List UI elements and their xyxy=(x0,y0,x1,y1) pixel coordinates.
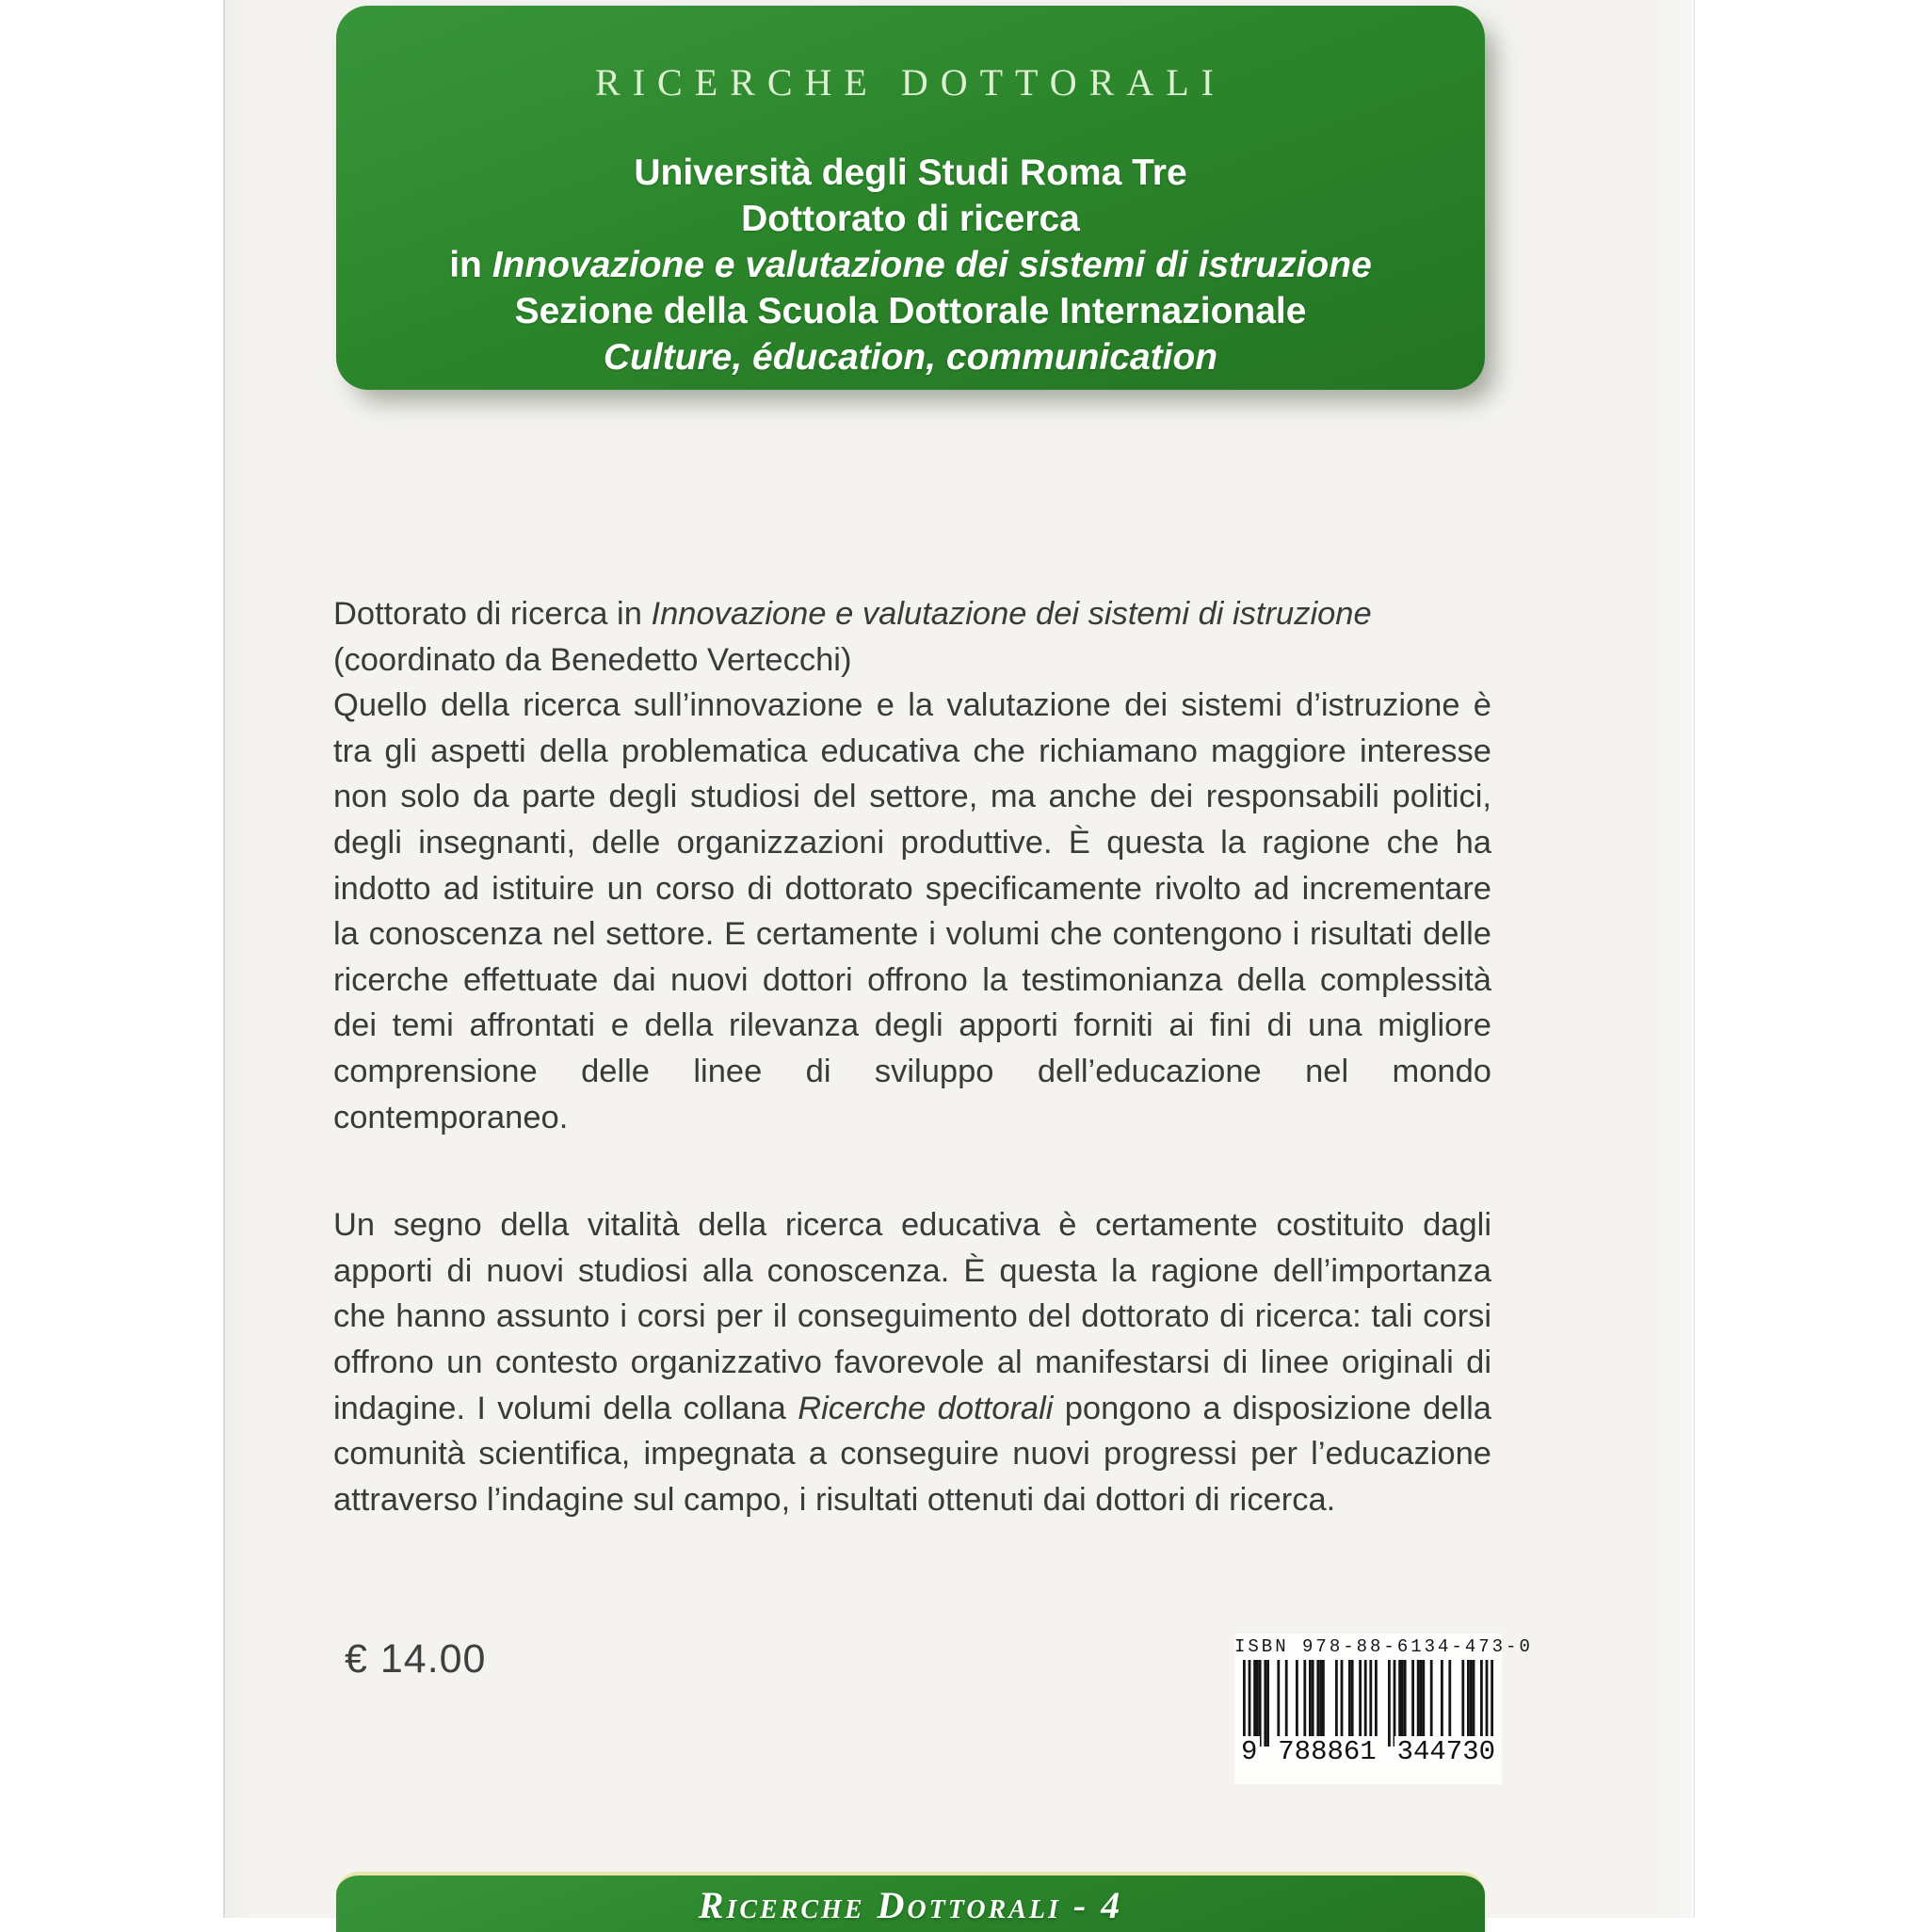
header-line xyxy=(336,150,1485,196)
header-lines xyxy=(336,150,1485,380)
header-line xyxy=(336,196,1485,242)
text-run: Quello della ricerca sull’innovazione e la valutazione dei sistemi d’istruzione è tra gli aspetti della problematica educativa che richiamano maggiore interesse non solo da parte degli studiosi del settore, ma anche dei responsabili politici, degli insegnanti, delle organizzazioni produttive. È questa la ragione che ha indotto ad istituire un corso di dottorato specificamente rivolto ad incrementare la conoscenza nel settore. E certamente i volumi che contengono i risultati delle ricerche effettuate dai nuovi dottori offrono la testimonianza della complessità dei temi affrontati e della rilevanza degli apporti forniti ai fini di una migliore comprensione delle linee di sviluppo dell’educazione nel mondo contemporaneo. xyxy=(333,687,1491,1135)
text-run: in xyxy=(449,245,492,285)
barcode-digit-group: 9 xyxy=(1238,1736,1260,1767)
barcode-digit-group: 344730 xyxy=(1394,1736,1498,1767)
isbn-number-label: ISBN 978-88-6134-473-0 xyxy=(1234,1636,1533,1657)
isbn-barcode xyxy=(1234,1634,1533,1784)
text-run: Ricerche dottorali xyxy=(798,1390,1054,1426)
text-run: Sezione della Scuola Dottorale Internazionale xyxy=(514,291,1307,331)
barcode-digit-group: 788861 xyxy=(1275,1736,1378,1767)
text-run: Innovazione e valutazione dei sistemi di istruzione xyxy=(492,245,1372,285)
barcode-digits xyxy=(1234,1736,1502,1767)
series-footer-bar xyxy=(336,1872,1485,1932)
text-run: pongono a disposizione della comunità scientifica, impegnata a conseguire nuovi progressi per l’educazione attraverso l’indagine sul campo, i risultati ottenuti dai dottori di ricerca. xyxy=(333,1390,1491,1518)
blurb xyxy=(333,591,1491,1522)
text-run: Dottorato di ricerca in xyxy=(333,596,652,632)
series-title: RICERCHE DOTTORALI xyxy=(595,61,1226,104)
text-run: Un segno della vitalità della ricerca educativa è certamente costituito dagli apporti di nuovi studiosi alla conoscenza. È questa la ragione dell’importanza che hanno assunto i corsi per il conseguimento del dottorato di ricerca: tali corsi offrono un contesto organizzativo favorevole al manifestarsi di linee originali di indagine. I volumi della collana xyxy=(333,1207,1491,1426)
text-run: Innovazione e valutazione dei sistemi di istruzione xyxy=(651,596,1372,632)
header-line xyxy=(336,288,1485,334)
paragraph-1 xyxy=(333,591,1491,1140)
header-line xyxy=(336,242,1485,288)
text-run: Università degli Studi Roma Tre xyxy=(634,153,1187,193)
text-run: (coordinato da Benedetto Vertecchi) xyxy=(333,641,852,678)
price-label: € 14.00 xyxy=(345,1636,487,1682)
text-run: Dottorato di ricerca xyxy=(741,199,1080,239)
series-header-plaque xyxy=(336,6,1485,390)
paragraph-2 xyxy=(333,1202,1491,1522)
header-line xyxy=(336,334,1485,380)
text-run: Culture, éducation, communication xyxy=(603,337,1218,378)
footer-series-label: Ricerche Dottorali - 4 xyxy=(698,1884,1123,1926)
book-back-cover xyxy=(223,0,1695,1926)
